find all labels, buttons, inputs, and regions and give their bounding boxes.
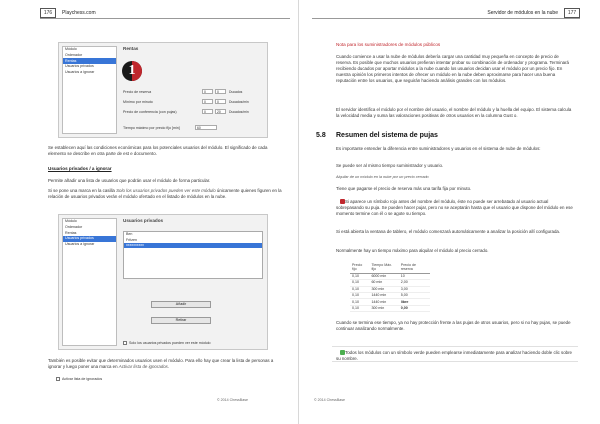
category-item[interactable]: Usuarios a ignorar bbox=[65, 241, 95, 246]
page-header bbox=[312, 8, 580, 19]
min-per-minute-label: Mínimo por minuto bbox=[123, 100, 153, 104]
paragraph: El servidor identifica el módulo por el nombre del usuario, el nombre del módulo y la huella del equipo. El sistema calcula la velocidad media y suma las valoraciones positivas de otros usuarios en la columna Gust o. bbox=[336, 107, 572, 118]
user-list-item[interactable]: Ben bbox=[126, 232, 133, 237]
column-header: Tiempo Máx. fijo bbox=[369, 262, 398, 273]
column-header: Precio fijo bbox=[350, 262, 369, 273]
reserve-price-input[interactable]: 0 bbox=[202, 89, 213, 94]
reserve-price-unit: Ducados bbox=[229, 90, 243, 94]
max-time-input[interactable]: 60 bbox=[195, 125, 217, 130]
engine-logo-icon: 1 bbox=[122, 61, 142, 81]
page-footer: © 2014 ChessBase bbox=[314, 398, 346, 402]
table-cell: 60 min bbox=[369, 280, 398, 286]
reserve-price-input-2[interactable]: 0 bbox=[215, 89, 226, 94]
table-cell: 3,00 bbox=[399, 286, 430, 292]
header-title: Servidor de módulos en la nube bbox=[487, 10, 558, 16]
rentas-dialog-screenshot bbox=[58, 42, 268, 138]
conference-price-input[interactable]: 0 bbox=[202, 109, 213, 114]
min-per-minute-input[interactable]: 0 bbox=[202, 99, 213, 104]
section-number: 5.8 bbox=[316, 132, 326, 139]
table-row bbox=[350, 305, 430, 311]
table-cell: 1440 min bbox=[369, 299, 398, 305]
add-user-button[interactable]: Añadir bbox=[151, 301, 211, 308]
table-cell: 10 bbox=[399, 273, 430, 279]
paragraph: Normalmente hay un tiempo máximo para alquilar el módulo al precio cerrado. bbox=[336, 248, 489, 253]
reserve-price-label: Precio de reserva bbox=[123, 90, 152, 94]
category-item[interactable]: Rentas bbox=[65, 230, 77, 235]
table-cell: 0,10 bbox=[350, 299, 369, 305]
private-only-checkbox-label: Solo los usuarios privados pueden ver este módulo bbox=[129, 341, 211, 345]
table-cell: 300 min bbox=[369, 305, 398, 311]
category-item-selected[interactable]: Usuarios privados bbox=[63, 236, 116, 242]
section-title: Resumen del sistema de pujas bbox=[336, 132, 438, 139]
conference-price-label: Precio de conferencia (con pujas) bbox=[123, 110, 177, 114]
table-cell: 5,00 bbox=[399, 293, 430, 299]
private-only-checkbox[interactable] bbox=[123, 341, 127, 345]
paragraph: Tiene que pagarse el precio de reserva más una tarifa fija por minuto. bbox=[336, 186, 472, 191]
table-cell: 300 min bbox=[369, 286, 398, 292]
paragraph: Cuando se termina ese tiempo, ya no hay protección frente a las pujas de otros usuarios, pero si no hay pujas, se puede continuar analizando normalmente. bbox=[336, 320, 571, 331]
paragraph: Si se pone una marca en la casilla Solo los usuarios privados pueden ver este módulo únicamente quienes figuren en la relación de usuarios privados verán el módulo ofertado en el listado de módulos en la nube. bbox=[48, 188, 282, 199]
table-cell: 0,10 bbox=[350, 293, 369, 299]
subheading: Usuarios privados / a ignorar bbox=[48, 166, 112, 171]
max-time-label: Tiempo máximo por precio fijo [min] bbox=[123, 126, 180, 130]
paragraph: Se puede ser al mismo tiempo suministrador y usuario. bbox=[336, 163, 444, 168]
page-gutter bbox=[298, 0, 299, 424]
category-item[interactable]: Usuarios privados bbox=[65, 64, 94, 69]
dialog-title: Usuarios privados bbox=[123, 218, 164, 223]
settings-category-list bbox=[62, 46, 117, 134]
private-users-dialog-screenshot bbox=[58, 214, 268, 350]
note-heading: Nota para los suministradores de módulos públicos bbox=[336, 42, 441, 47]
user-list-item-selected[interactable]: xxxxxxxxxx bbox=[124, 243, 262, 248]
ignore-list-checkbox-label: Activar lista de ignorados bbox=[62, 377, 103, 381]
paragraph: Si está abierta la ventana de tablero, el módulo comenzará automáticamente a analizar la posición allí configurada. bbox=[336, 229, 561, 234]
paragraph: También es posible evitar que determinados usuarios usen el módulo. Para ello hay que crear la lista de personas a ignorar y luego poner una marca en Activar lista de ignorados. bbox=[48, 358, 274, 369]
column-header: Precio de reserva bbox=[399, 262, 430, 273]
category-item-selected[interactable]: Rentas bbox=[63, 58, 116, 64]
page-number: 176 bbox=[40, 8, 56, 18]
paragraph: Todos los módulos con un símbolo verde pueden emplearse inmediatamente para analizar haciendo doble clic sobre su nombre. bbox=[336, 350, 572, 361]
category-item[interactable]: Ordenador bbox=[65, 53, 83, 58]
remove-user-button[interactable]: Retirar bbox=[151, 317, 211, 324]
min-per-minute-input-2[interactable]: 0 bbox=[215, 99, 226, 104]
category-item[interactable]: Ordenador bbox=[65, 225, 83, 230]
settings-category-list bbox=[62, 218, 117, 346]
category-item[interactable]: Usuarios a ignorar bbox=[65, 69, 95, 74]
dialog-title: Rentas bbox=[123, 46, 139, 51]
price-table bbox=[350, 262, 430, 312]
table-cell: 0,10 bbox=[350, 273, 369, 279]
table-cell: 2,00 bbox=[399, 280, 430, 286]
table-cell: libre bbox=[399, 299, 430, 305]
right-page bbox=[304, 0, 600, 424]
table-cell: 1440 min bbox=[369, 293, 398, 299]
paragraph: Es importante entender la diferencia entre suministradores y usuarios en el sistema de nube de módulos: bbox=[336, 146, 541, 151]
page-header bbox=[40, 8, 290, 19]
page-number: 177 bbox=[564, 8, 580, 18]
paragraph: Se establecen aquí las condiciones económicas para los potenciales usuarios del módulo. El significado de cada elemento se describe en otra parte de est e documento. bbox=[48, 145, 268, 156]
page-footer: © 2014 ChessBase bbox=[216, 398, 248, 402]
category-item[interactable]: Módulo bbox=[65, 219, 77, 224]
category-item[interactable]: Módulo bbox=[65, 47, 77, 52]
table-cell: 0,10 bbox=[350, 286, 369, 292]
conference-price-input-2[interactable]: 20 bbox=[215, 109, 226, 114]
table-header-row bbox=[350, 262, 430, 273]
table-cell: 6000 min bbox=[369, 273, 398, 279]
min-per-minute-unit: Ducados/min bbox=[229, 100, 249, 104]
header-title: Playchess.com bbox=[62, 10, 96, 16]
paragraph: Permite añadir una lista de usuarios que podrán usar el módulo de forma particular. bbox=[48, 178, 211, 183]
table-cell: 0,10 bbox=[350, 280, 369, 286]
ignore-list-checkbox[interactable] bbox=[56, 377, 60, 381]
table-cell: 0,10 bbox=[350, 305, 369, 311]
user-list-item[interactable]: Fritzen bbox=[126, 237, 137, 242]
paragraph: Cuando comience a usar la nube de módulos debería cargar una cantidad muy pequeña en concepto de precio de reserva. Es posible que muchos usuarios prefieran intentar probar su combinación de ordenador y programa. Terminará recibiendo ducados por aportar módulos a la nube cuando los usuarios decidan usar el módulo por un precio fijo. En nuestra opinión los primeros intentos de ofrecer un módulo en la nube deben aproximarse para hacer una buena reputación entre los usuarios, que seguirán haciendo análisis grandes con los módulos. bbox=[336, 54, 569, 83]
conference-price-unit: Ducados/min bbox=[229, 110, 249, 114]
paragraph: Si aparece un símbolo rojo antes del nombre del módulo, éste no puede ser arrebatado al usuario actual sobrepasando su puja. Se pueden hacer pujar, pero no se aceptarán hasta que el usuario que dispone del módulo en ese momento termine con él o se agote su tiempo. bbox=[336, 199, 573, 216]
table-cell: 0,00 bbox=[399, 305, 430, 311]
left-page bbox=[0, 0, 296, 424]
private-users-list[interactable] bbox=[123, 231, 263, 279]
paragraph-italic: Alquilar de un módulo en la nube por un precio cerrado bbox=[336, 175, 429, 179]
